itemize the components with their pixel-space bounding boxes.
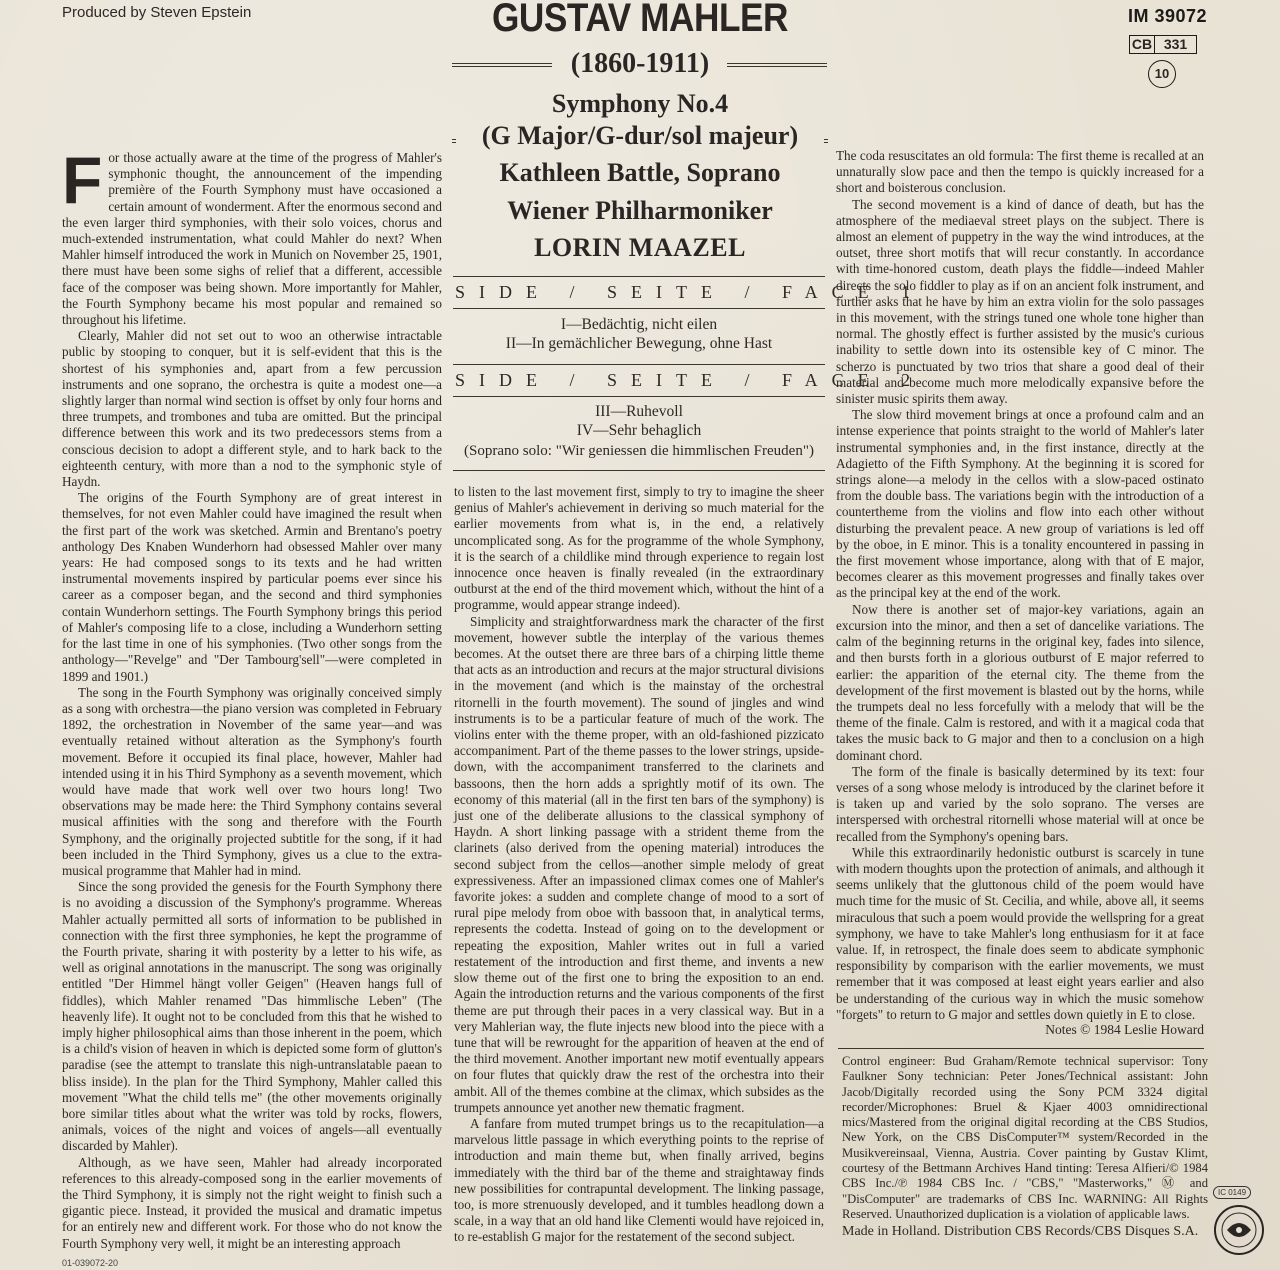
- drop-cap: F: [62, 143, 103, 217]
- cb-code-number: 331: [1163, 36, 1188, 52]
- col3-paragraph: The form of the finale is basically determined by its text: four verses of a song whose melody is introduced by the clarinet before it is taken up and varied by the solo soprano. The verses are interspersed with orchestral ritornelli whose material will at once be recalled from the Symphony's opening bars.: [836, 763, 1204, 844]
- side1-label: SIDE / SEITE / FACE 1: [455, 282, 925, 302]
- side2-track-4: IV—Sehr behaglich: [576, 422, 702, 439]
- col1-paragraph: The song in the Fourth Symphony was originally conceived simply as a song with orchestra—the piano version was completed in February 1892, the orchestration in November of the same year—and was eventually retained without alteration as the Symphony's fourth movement. Before it occupied its final place, however, Mahler had intended using it in his Third Symphony as a seventh movement, which would have made that work well over two hours long! Two observations may be made here: the Third Symphony contains several musical affinities with the song and therefore with the Fourth Symphony, and the originally projected subtitle for the song, if it had been included in the Third Symphony, gives us a clue to the extra-musical programme that Mahler had in mind.: [62, 684, 442, 878]
- side1-track-1: I—Bedächtig, nicht eilen: [560, 316, 718, 333]
- col3-paragraph: Now there is another set of major-key variations, again an excursion into the minor, and then a set of dancelike variations. The calm of the beginning returns in the original key, fades into silence, and then bursts forth in a glorious outburst of E major referred to earlier: the apparition of the eternal city. The theme from the development of the first movement is blasted out by the horns, while the trumpets deal no less forcefully with a melody that will be the theme of the finale. Calm is restored, and with it a magical coda that takes the music back to G major and then to a conclusion on a high dominant chord.: [836, 601, 1204, 763]
- notes-column-2: [454, 484, 824, 1244]
- side2-label: SIDE / SEITE / FACE 2: [455, 370, 925, 390]
- work-title: Symphony No.4: [551, 89, 729, 118]
- composer-name: GUSTAV MAHLER: [491, 0, 789, 40]
- col1-paragraph: Since the song provided the genesis for the Fourth Symphony there is no avoiding a discussion of the Symphony's programme. Whereas Mahler actually permitted all sorts of information to be published in connection with the first three symphonies, he kept the programme of the Fourth private, sharing it with posterity by a letter to his wife, as well as original annotations in the manuscript. The song was originally entitled "Der Himmel hängt voller Geigen" (Heaven hangs full of fiddles), which Mahler renamed "Das himmlische Leben" (The heavenly life). It ought not to be concluded from this that he wished to imply higher philosophical aims than those inherent in the poem, which is a child's vision of heaven in which is depicted some form of glutton's paradise (see the attempt to translate this nigh-untranslatable paean to bliss inside). In the plan for the Third Symphony, Mahler called this movement "What the child tells me" (the other movements originally bore similar titles about what the writer was told by rocks, flowers, animals, voices of the night and voices of angels—all eventually discarded by Mahler).: [62, 879, 442, 1154]
- col3-paragraph: The second movement is a kind of dance of death, but has the atmosphere of the mediaeval street plays on the subject. There is almost an element of puppetry in the way the wind introduces, at the outset, three short motifs that will recur constantly. In accordance with time-honored custom, death plays the fiddle—indeed Mahler directs the solo fiddler to play as if on an ancient folk instrument, and further asks that he have by him an extra violin for the solo passages in this movement, with the strings tuned one whole tone higher than normal. The ghostly effect is further assisted by the music's curious inability to settle down into its ostensible key of C minor. The scherzo is punctuated by two trios that share a good deal of their material and become much more melodically expansive before the sinister music spirits them away.: [836, 196, 1204, 407]
- col2-paragraph: to listen to the last movement first, simply to try to imagine the sheer genius of Mahler's achievement in deriving so much material for the earlier movements from what is, in the end, a relatively uncomplicated song. As for the programme of the whole Symphony, it is the search of a childlike mind through experience to regain lost innocence once heaven is finally revealed (in the extraordinary outburst at the end of the third movement which, without the hint of a programme, would appear strange indeed).: [454, 484, 824, 613]
- side2-bottom-rule: [453, 396, 825, 397]
- col1-paragraph: The origins of the Fourth Symphony are of great interest in themselves, for not even Mahler could have imagined the result when the first part of the work was sketched. Armin and Brentano's poetry anthology Des Knaben Wunderhorn had obsessed Mahler over many years: He had composed songs to its texts and he had written instrumental movements inspired by particular poems ever since his career as a composer began, and the second and third symphonies contain Wunderhorn settings. The Fourth Symphony brings this period of Mahler's composing life to a close, including a Wunderhorn setting for the last time in one of his symphonies. (Two other songs from the anthology—"Revelge" and "Der Tambourg'sell"—were completed in 1899 and 1901.): [62, 490, 442, 684]
- col3-paragraph: The coda resuscitates an old formula: The first theme is recalled at an unnaturally slow pace and then the tempo is quickly increased for a short and boisterous conclusion.: [836, 148, 1204, 196]
- notes-column-1: [62, 143, 442, 1251]
- credits-rule: [838, 1048, 1204, 1049]
- col2-paragraph: A fanfare from muted trumpet brings us to the recapitulation—a marvelous little passage in which everything points to the reprise of introduction and main theme but, when finally arrived, begins immediately with the third bar of the theme and straightaway finds new possibilities for contrapuntal development. The linking passage, too, is more strenuously developed, and it tumbles headlong down a scale, in a way that an old hand like Clementi would have rejoiced in, to re-establish G major for the restatement of the second subject.: [454, 1115, 824, 1245]
- masterworks-logo-icon: [1213, 1204, 1265, 1256]
- cb-code-box: [1129, 35, 1197, 54]
- col1-paragraph: Although, as we have seen, Mahler had already incorporated references to this already-composed song in the earlier movements of the Third Symphony, it is simply not the right weight to finish such a gigantic piece. Instead, it provided the musical and dramatic impetus for an entirely new and different work. For those who do not know the Fourth Symphony very well, it might be an interesting approach: [62, 1154, 442, 1251]
- catalog-number: IM 39072: [1128, 6, 1208, 26]
- orchestra: Wiener Philharmoniker: [507, 196, 773, 225]
- col3-paragraph: While this extraordinarily hedonistic outburst is scarcely in tune with modern thoughts upon the protection of animals, and although it seems unlikely that the gluttonous child of the poem would have much time for the music of St. Cecilia, and while, above all, it seems miraculous that such a poem would provide the wellspring for a great symphony, we have to take Mahler's long enthusiasm for it at face value. If, in retrospect, the finale does seem to abdicate symphonic responsibility by comparison with the earlier movements, we must remember that it was composed at least eight years earlier and also be understanding of the curious way in which the music somehow "forgets" to return to G major and settles down quietly in E to close.: [836, 844, 1204, 1022]
- circle-code: 10: [1148, 60, 1176, 88]
- made-in-line: Made in Holland. Distribution CBS Records/CBS Disques S.A.: [842, 1224, 1199, 1239]
- producer-credit: Produced by Steven Epstein: [62, 4, 252, 21]
- work-key: (G Major/G-dur/sol majeur): [481, 121, 799, 150]
- footer-code: 01-039072-20: [62, 1258, 119, 1268]
- ic-code: IC 0149: [1213, 1186, 1251, 1199]
- col2-paragraph: Simplicity and straightforwardness mark the character of the first movement, however subtle the interplay of the various themes becomes. At the outset there are three bars of a chirping little theme that acts as an introduction and recurs at the major structural divisions in the movement (and which is the mainstay of the orchestral ritornelli in the fourth movement). The sound of jingles and wind instruments is to be a particular feature of much of the work. The violins enter with the theme proper, with an old-fashioned pizzicato accompaniment. Part of the theme passes to the lower strings, upside-down, with the accompaniment transferred to the clarinets and bassoons, then the horn adds a sprightly motif of its own. The economy of this material (all in the first ten bars of the symphony) is just one of the deliberate allusions to the classical symphony of Haydn. A short linking passage with a strident theme from the clarinets (also derived from the opening material) introduces the second subject from the cellos—another simple melody of great expressiveness. After an impassioned climax comes one of Mahler's favorite jokes: a sudden and complete change of mood to a sort of rural pipe melody from oboe with bassoon that, in analytical terms, represents the codetta. Instead of going on to the development or repeating the exposition, Mahler writes out in full a varied restatement of the introduction and first theme, and invents a new slow theme out of the first one to bring the exposition to an end. Again the introduction returns and the various components of the first theme are put through their paces in a very classical way. But in a very Mahlerian way, the flute injects new blood into the piece with a tune that will be rewrought for the apparition of heaven at the end of the third movement. Another important new motif eventually appears on four flutes that quickly draw the rest of the orchestra into their ambit. All of the themes combine at the climax, which subsides as the trumpets announce yet another new thematic fragment.: [454, 613, 824, 1115]
- col1-paragraph: or those actually aware at the time of the progress of Mahler's symphonic thought, the announcement of the impending première of the Fourth Symphony must have occasioned a certain amount of wonderment. After the enormous second and the even larger third symphonies, with their solo voices, chorus and much-extended instrumentation, what could Mahler do next? When Mahler himself introduced the work in Munich on November 25, 1901, there must have been some sighs of relief that a different, accessible face of the composer was being shown. More importantly for Mahler, the Fourth Symphony became his most popular and remained so throughout his lifetime.: [62, 150, 442, 328]
- side1-bottom-rule: [453, 308, 825, 309]
- col1-paragraph: Clearly, Mahler did not set out to woo an otherwise intractable public by stooping to conquer, but it is self-evident that this is the shortest of his symphonies and, apart from a few percussion instruments and one soprano, the orchestra is quite a modest one—a slightly larger than normal wind section is offset by only four horns and three trumpets, and trombones and tuba are omitted. But the principal difference between this work and its two predecessors stems from a conscious decision to adopt a different style, and to hark back to the eighteenth century, with more than a nod to the symphonic style of Haydn.: [62, 328, 442, 490]
- production-credits: Control engineer: Bud Graham/Remote technical supervisor: Tony Faulkner Sony technician: Peter Jones/Technical assistant: John Jacob/Digitally recorded using the Sony PCM 3324 digital recorder/Microphones: Bruel & Kjaer 4003 omnidirectional mics/Mastered from the original digital recording at the CBS Studios, New York, on the CBS DisComputer™ system/Recorded in the Musikvereinsaal, Vienna, Austria. Cover painting by Gustav Klimt, courtesy of the Bettmann Archives Hand tinting: Teresa Alfieri/© 1984 CBS Inc./℗ 1984 CBS Inc. / "CBS," "Masterworks," Ⓜ and "DisComputer" are trademarks of CBS Inc. WARNING: All Rights Reserved. Unauthorized duplication is a violation of applicable laws.: [842, 1054, 1208, 1221]
- side2-soprano-note: (Soprano solo: "Wir geniessen die himmlischen Freuden"): [464, 443, 814, 459]
- side1-top-rule: [453, 276, 825, 277]
- title-rule-right: [727, 63, 827, 67]
- composer-dates: (1860-1911): [570, 48, 710, 79]
- notes-column-3: [836, 148, 1204, 1022]
- notes-signature: Notes © 1984 Leslie Howard: [1045, 1022, 1204, 1037]
- title-rule-left: [452, 63, 552, 67]
- side2-end-rule: [453, 470, 825, 471]
- side2-top-rule: [453, 364, 825, 365]
- cb-code-prefix: CB: [1130, 36, 1155, 53]
- col3-paragraph: The slow third movement brings at once a profound calm and an intense experience that points straight to the world of Mahler's later instrumental symphonies and, in the first instance, directly at the Adagietto of the Fifth Symphony. At the beginning it is scored for strings alone—a melody in the cellos with a slow-paced ostinato from the double bass. The variations begin with the introduction of a countertheme from the violins and flow into each other without disturbing the prevalent peace. A new group of variations is led off by the oboe, in E minor. This is a tonality encountered in passing in the first movement whose importance, along with that of E major, becomes clearer as this movement progresses and finally takes over as the principal key at the end of the work.: [836, 407, 1204, 601]
- conductor: LORIN MAAZEL: [534, 233, 746, 262]
- side2-track-3: III—Ruhevoll: [595, 403, 683, 420]
- soloist: Kathleen Battle, Soprano: [499, 158, 781, 187]
- side1-track-2: II—In gemächlicher Bewegung, ohne Hast: [505, 335, 773, 352]
